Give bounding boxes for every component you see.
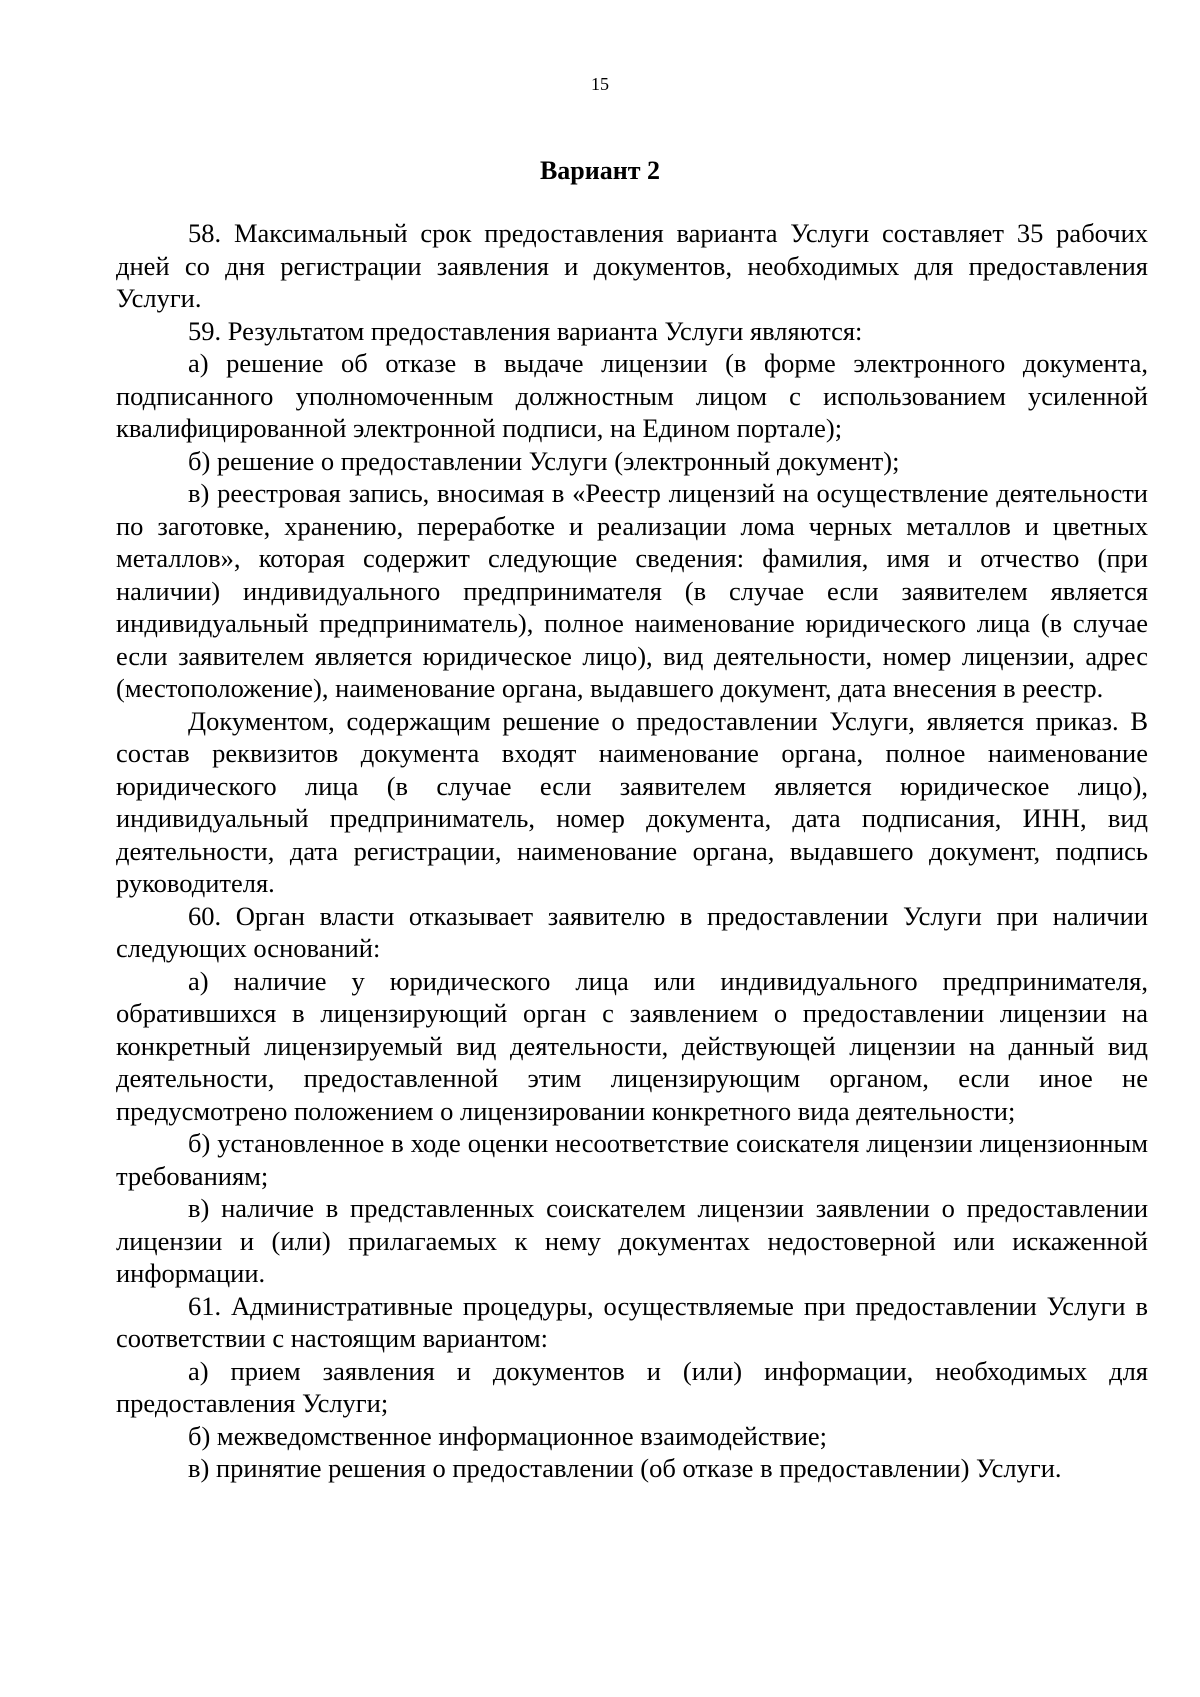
paragraph-61-b: б) межведомственное информационное взаимодействие; [188,1420,828,1451]
paragraph-60-v: в) наличие в представленных соискателем лицензии заявлении о предоставлении лицензии и (или) прилагаемых к нему документах недостоверной или искаженной информации. [116,1193,1148,1288]
page-number: 15 [591,74,609,94]
document-body [116,217,1148,1485]
paragraph-59-a: а) решение об отказе в выдаче лицензии (в форме электронного документа, подписанного уполномоченным должностным лицом с использованием усиленной квалифицированной электронной подписи, на Едином портале); [116,348,1148,443]
paragraph-59-b: б) решение о предоставлении Услуги (электронный документ); [188,445,900,476]
paragraph-61-a: а) прием заявления и документов и (или) информации, необходимых для предоставления Услуги; [116,1355,1148,1418]
paragraph-58: 58. Максимальный срок предоставления варианта Услуги составляет 35 рабочих дней со дня регистрации заявления и документов, необходимых для предоставления Услуги. [116,218,1148,313]
paragraph-59: 59. Результатом предоставления варианта Услуги являются: [188,315,863,346]
paragraph-60-a: а) наличие у юридического лица или индивидуального предпринимателя, обратившихся в лицензирующий орган с заявлением о предоставлении лицензии на конкретный лицензируемый вид деятельности, действующей лицензии на данный вид деятельности, предоставленной этим лицензирующим органом, если иное не предусмотрено положением о лицензировании конкретного вида деятельности; [116,965,1148,1126]
section-title: Вариант 2 [539,156,661,185]
paragraph-order-details: Документом, содержащим решение о предоставлении Услуги, является приказ. В состав реквизитов документа входят наименование органа, полное наименование юридического лица (в случае если заявителем является юридическое лицо), индивидуальный предприниматель, номер документа, дата подписания, ИНН, вид деятельности, дата регистрации, наименование органа, выдавшего документ, подпись руководителя. [116,705,1148,898]
paragraph-61: 61. Административные процедуры, осуществляемые при предоставлении Услуги в соответствии с настоящим вариантом: [116,1290,1148,1353]
paragraph-61-v: в) принятие решения о предоставлении (об отказе в предоставлении) Услуги. [188,1453,1062,1483]
paragraph-60-b: б) установленное в ходе оценки несоответствие соискателя лицензии лицензионным требованиям; [116,1128,1148,1191]
paragraph-60: 60. Орган власти отказывает заявителю в предоставлении Услуги при наличии следующих оснований: [116,900,1148,963]
paragraph-59-v: в) реестровая запись, вносимая в «Реестр лицензий на осуществление деятельности по заготовке, хранению, переработке и реализации лома черных металлов и цветных металлов», которая содержит следующие сведения: фамилия, имя и отчество (при наличии) индивидуального предпринимателя (в случае если заявителем является индивидуальный предприниматель), полное наименование юридического лица (в случае если заявителем является юридическое лицо), вид деятельности, номер лицензии, адрес (местоположение), наименование органа, выдавшего документ, дата внесения в реестр. [116,478,1148,703]
